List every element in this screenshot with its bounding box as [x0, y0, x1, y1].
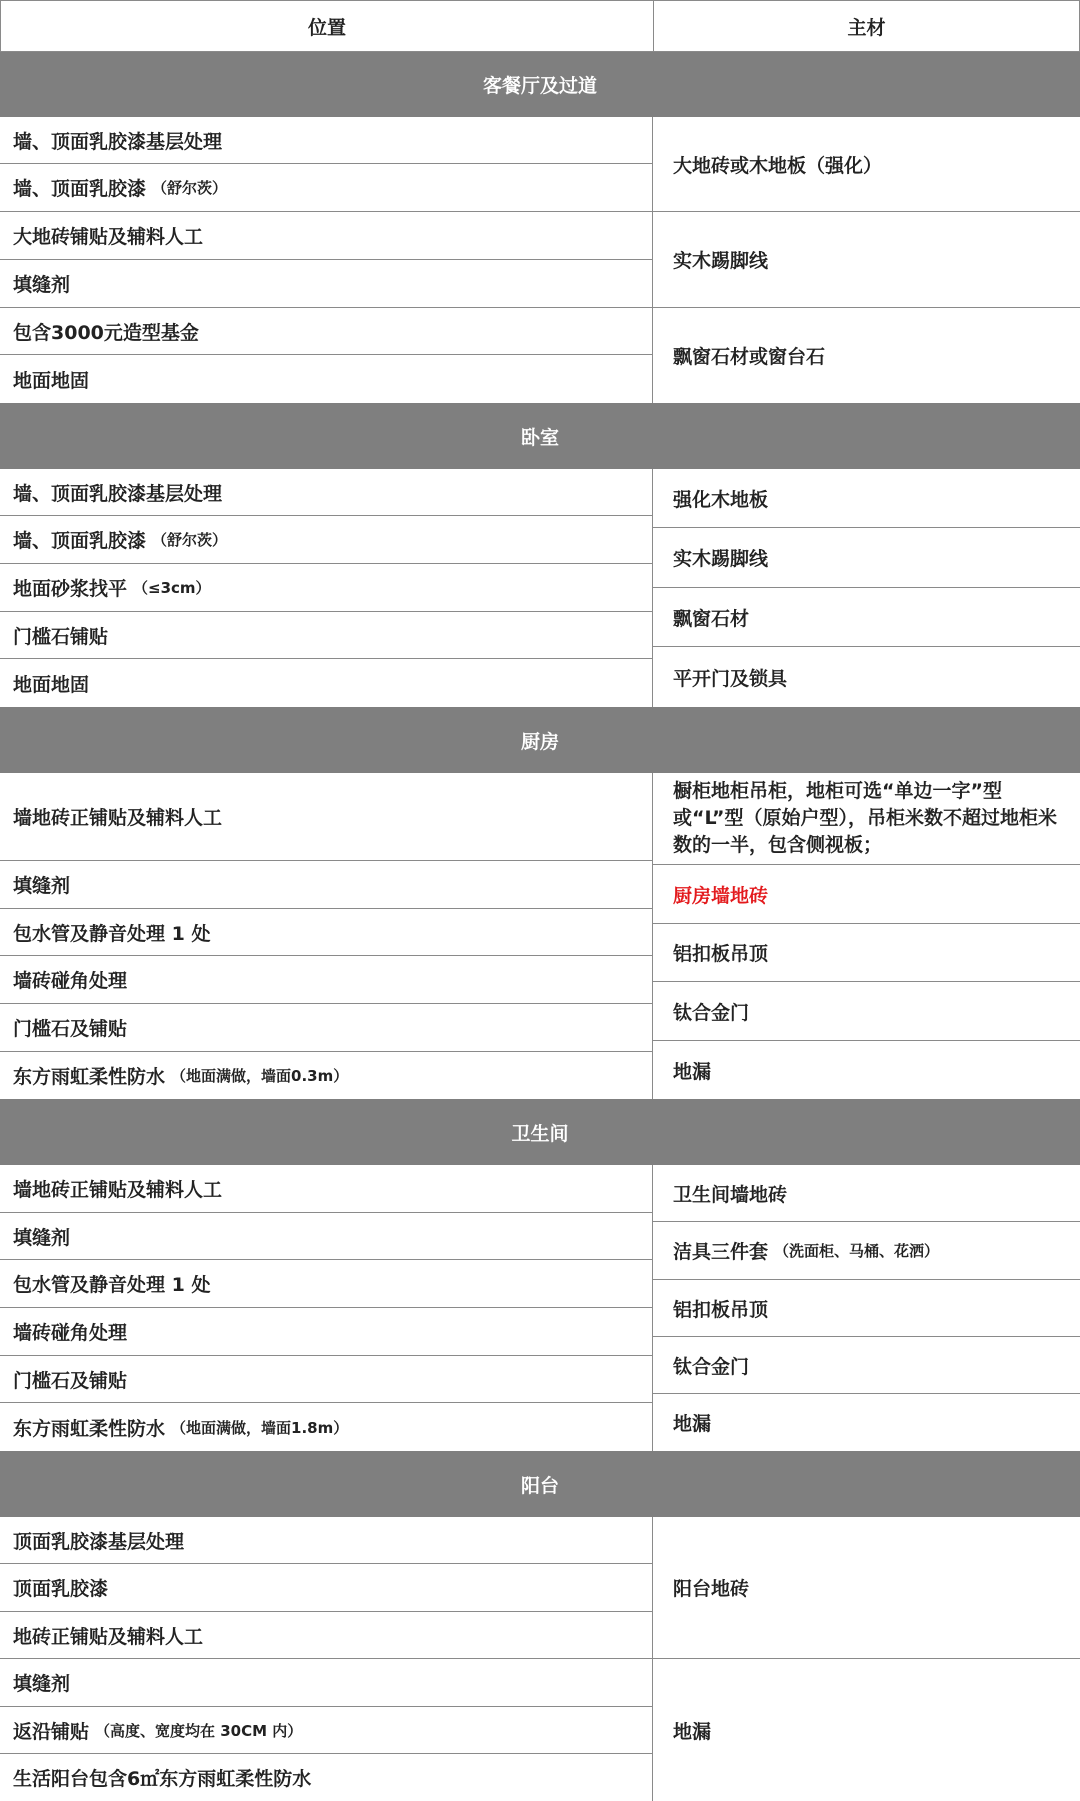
list-item: 顶面乳胶漆 [0, 1564, 653, 1612]
list-item: 墙地砖正铺贴及辅料人工 [0, 773, 653, 861]
list-item: 门槛石及铺贴 [0, 1004, 653, 1052]
material-item: 铝扣板吊顶 [653, 924, 1080, 982]
list-item: 墙、顶面乳胶漆基层处理 [0, 117, 653, 164]
header-location: 位置 [1, 1, 654, 51]
list-item: 墙、顶面乳胶漆基层处理 [0, 469, 653, 516]
list-item: 生活阳台包含6㎡东方雨虹柔性防水 [0, 1754, 653, 1801]
section-title-balcony: 阳台 [0, 1451, 1080, 1517]
list-item: 填缝剂 [0, 1659, 653, 1707]
material-item: 地漏 [673, 1413, 712, 1435]
list-item: 包含3000元造型基金 [0, 308, 653, 355]
material-item: 卫生间墙地砖 [653, 1165, 1080, 1222]
list-item: 东方雨虹柔性防水 （地面满做，墙面1.8m） [0, 1403, 653, 1451]
list-item: 门槛石铺贴 [0, 612, 653, 659]
material-item: 飘窗石材或窗台石 [673, 346, 826, 368]
list-item: 墙、顶面乳胶漆 （舒尔茨） [0, 164, 653, 212]
material-item: 钛合金门 [653, 1337, 1080, 1394]
section-title-living-dining: 客餐厅及过道 [0, 52, 1080, 117]
section-title-bedroom: 卧室 [0, 403, 1080, 469]
material-item: 飘窗石材 [653, 588, 1080, 647]
material-item: 实木踢脚线 [653, 212, 1080, 308]
material-item: 强化木地板 [653, 469, 1080, 528]
material-item-highlighted: 厨房墙地砖 [653, 865, 1080, 924]
list-item: 大地砖铺贴及辅料人工 [0, 212, 653, 260]
list-item: 填缝剂 [0, 260, 653, 308]
header-main-material: 主材 [847, 16, 886, 39]
list-item: 填缝剂 [0, 861, 653, 909]
list-item: 地面砂浆找平 （≤3cm） [0, 564, 653, 612]
material-item: 地漏 [673, 1060, 712, 1083]
list-item: 门槛石及铺贴 [0, 1356, 653, 1403]
material-item: 平开门及锁具 [673, 667, 788, 690]
material-item: 实木踢脚线 [653, 528, 1080, 588]
list-item: 地面地固 [0, 355, 653, 403]
material-item: 橱柜地柜吊柜，地柜可选“单边一字”型或“L”型（原始户型），吊柜米数不超过地柜米数的一半，包含侧视板； [653, 773, 1080, 865]
list-item: 地砖正铺贴及辅料人工 [0, 1612, 653, 1659]
list-item: 地面地固 [0, 659, 653, 707]
list-item: 返沿铺贴 （高度、宽度均在 30CM 内） [0, 1707, 653, 1754]
section-title-kitchen: 厨房 [0, 707, 1080, 773]
list-item: 填缝剂 [0, 1213, 653, 1260]
list-item: 包水管及静音处理 1 处 [0, 1260, 653, 1308]
list-item: 墙砖碰角处理 [0, 956, 653, 1004]
material-item: 大地砖或木地板（强化） [653, 117, 1080, 212]
material-item: 钛合金门 [653, 982, 1080, 1041]
list-item: 墙砖碰角处理 [0, 1308, 653, 1356]
list-item: 墙、顶面乳胶漆 （舒尔茨） [0, 516, 653, 564]
list-item: 东方雨虹柔性防水 （地面满做，墙面0.3m） [0, 1052, 653, 1099]
list-item: 墙地砖正铺贴及辅料人工 [0, 1165, 653, 1213]
list-item: 包水管及静音处理 1 处 [0, 909, 653, 956]
material-item: 洁具三件套 （洗面柜、马桶、花洒） [653, 1222, 1080, 1280]
material-item: 地漏 [673, 1720, 712, 1743]
list-item: 顶面乳胶漆基层处理 [0, 1517, 653, 1564]
section-title-bathroom: 卫生间 [0, 1099, 1080, 1165]
material-item: 阳台地砖 [653, 1517, 1080, 1659]
material-item: 铝扣板吊顶 [653, 1280, 1080, 1337]
table-header [0, 0, 1080, 52]
